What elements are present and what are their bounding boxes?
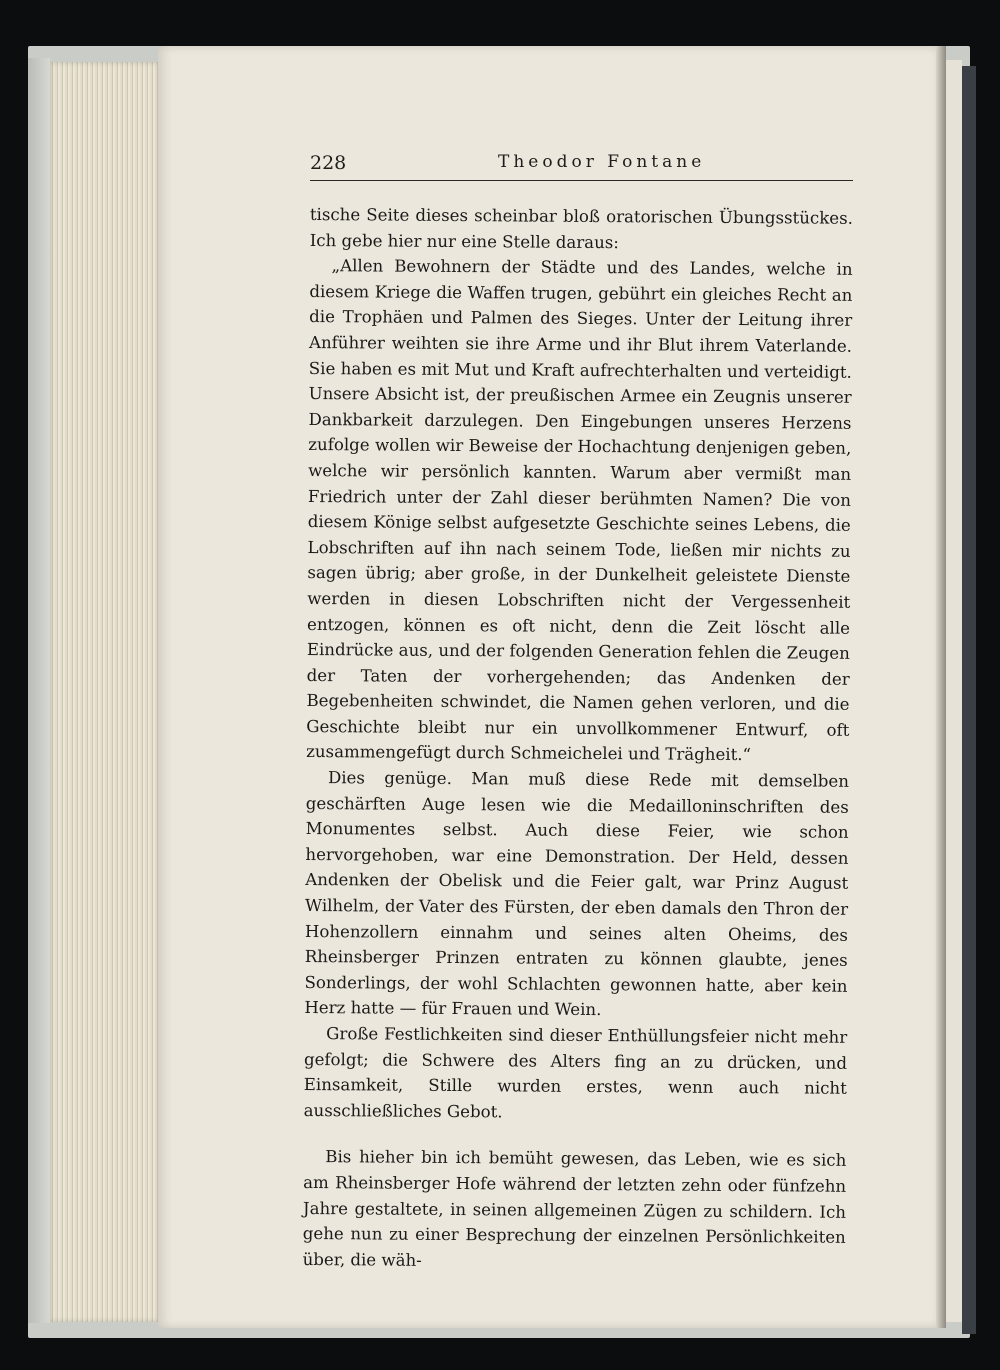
book-gutter [936,46,946,1328]
quotation-paragraph: „Allen Bewohnern der Städte und des Landes, welche in diesem Kriege die Waffen trugen, gebührt ein gleiches Recht an die Trophäen und Palmen des Sieges. Unter der Leitung ihrer Anführer weihten sie ihre Arme und ihr Blut ihrem Vaterlande. Sie haben es mit Mut und Kraft aufrechterhalten und verteidigt. Unsere Absicht ist, der preußischen Armee ein Zeugnis unserer Dankbarkeit darzulegen. Den Eingebungen unseres Herzens zufolge wollen wir Beweise der Hochachtung denjenigen geben, welche wir persönlich kannten. Warum aber vermißt man Friedrich unter der Zahl dieser berühmten Namen? Die von diesem Könige selbst aufgesetzte Geschichte seines Lebens, die Lobschriften auf ihn nach seinem Tode, ließen mir nichts zu sagen übrig; aber große, in der Dunkelheit geleistete Dienste werden in diesen Lobschriften nicht der Vergessenheit entzogen, können es oft nicht, denn die Zeit löscht alle Eindrücke aus, und der folgenden Generation fehlen die Zeugen der Taten der vorhergehenden; das Andenken der Begebenheiten schwindet, die Namen gehen verloren, und die Geschichte bleibt nur ein unvollkommener Entwurf, oft zusammengefügt durch Schmeichelei und Trägheit.“ [306,256,853,765]
running-title: Theodor Fontane [498,152,706,172]
page-edges [50,62,160,1322]
paragraph-1: tische Seite dieses scheinbar bloß oratorischen Übungsstückes. Ich gebe hier nur eine Stelle daraus: [309,204,853,252]
body-text [303,202,853,1276]
paragraph-3: Dies genüge. Man muß diese Rede mit demselben geschärften Auge lesen wie die Medailloninschriften des Monumentes selbst. Auch diese Feier, wie schon hervorgehoben, war eine Demonstration. Der Held, dessen Andenken der Obelisk und die Feier galt, war Prinz August Wilhelm, der Vater des Fürsten, der eben damals den Thron der Hohenzollern einnahm und seines alten Oheims, des Rheinsberger Prinzen entraten zu können glaubte, jenes Sonderlings, der wohl Schlachten gewonnen hatte, aber kein Herz hatte — für Frauen und Wein. [304,768,850,1020]
cover-edge [28,58,50,1323]
facing-page-edge [946,60,962,1322]
right-cover-edge [962,66,976,1334]
page-number: 228 [310,152,347,174]
paragraph-4: Große Festlichkeiten sind dieser Enthüllungsfeier nicht mehr gefolgt; die Schwere des Alters fing an zu drücken, und Einsamkeit, Stille wurden erstes, wenn auch nicht ausschließliches Gebot. [303,1024,848,1122]
page-header [310,148,853,181]
paragraph-5: Bis hieher bin ich bemüht gewesen, das Leben, wie es sich am Rheinsberger Hofe während der letzten zehn oder fünfzehn Jahre gestaltete, in seinen allgemeinen Zügen zu schildern. Ich gehe nun zu einer Besprechung der einzelnen Persönlichkeiten über, die wäh- [302,1147,847,1270]
